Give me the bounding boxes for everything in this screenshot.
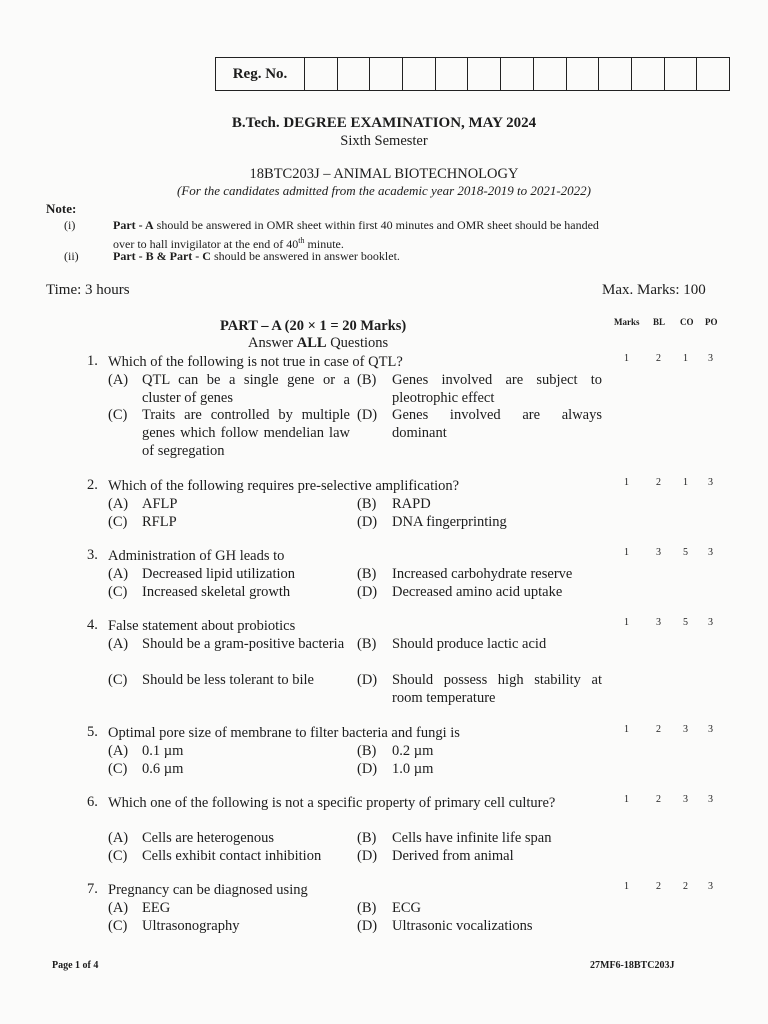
bl-value: 2: [656, 353, 661, 364]
marks-value: 1: [624, 547, 629, 558]
question-text: Pregnancy can be diagnosed using: [108, 882, 308, 898]
option-text: RAPD: [392, 496, 431, 512]
bl-value: 2: [656, 794, 661, 805]
option-text: Derived from animal: [392, 848, 514, 864]
bl-value: 3: [656, 617, 661, 628]
co-value: 5: [683, 547, 688, 558]
option-label: (B): [357, 900, 377, 916]
option-label: (B): [357, 636, 377, 652]
question-text: Which of the following requires pre-selective amplification?: [108, 478, 460, 494]
option-label: (C): [108, 848, 128, 864]
instr-pre: Answer: [248, 335, 297, 351]
note-num-2: (ii): [64, 249, 79, 263]
option-label: (C): [108, 918, 128, 934]
option-text: 0.2 µm: [392, 743, 434, 759]
option-label: (C): [108, 407, 128, 423]
semester: Sixth Semester: [340, 133, 428, 149]
candidates-note: (For the candidates admitted from the academic year 2018-2019 to 2021-2022): [177, 183, 591, 198]
option-text: Increased carbohydrate reserve: [392, 566, 573, 582]
option-label: (B): [357, 830, 377, 846]
reg-cell: [599, 58, 632, 90]
option-text: Decreased amino acid uptake: [392, 584, 563, 600]
reg-cell: [436, 58, 469, 90]
question-number: 2.: [87, 477, 98, 493]
note-item-2: [113, 249, 400, 264]
option-text: RFLP: [142, 514, 177, 530]
col-bl: BL: [653, 317, 666, 327]
max-marks-label: Max. Marks: 100: [602, 282, 706, 298]
question-text: Administration of GH leads to: [108, 548, 285, 564]
note-title: Note:: [46, 201, 77, 216]
option-text: Decreased lipid utilization: [142, 566, 296, 582]
note-text-1c: minute.: [304, 237, 344, 251]
option-label: (A): [108, 496, 129, 512]
reg-cell: [534, 58, 567, 90]
reg-cell: [567, 58, 600, 90]
po-value: 3: [708, 794, 713, 805]
option-label: (A): [108, 743, 129, 759]
po-value: 3: [708, 477, 713, 488]
po-value: 3: [708, 881, 713, 892]
bl-value: 2: [656, 881, 661, 892]
reg-no-label: Reg. No.: [216, 58, 305, 90]
option-text: Ultrasonography: [142, 918, 240, 934]
po-value: 3: [708, 353, 713, 364]
option-text: Increased skeletal growth: [142, 584, 291, 600]
col-co: CO: [680, 317, 694, 327]
reg-no-box: [215, 57, 730, 91]
co-value: 3: [683, 794, 688, 805]
reg-cell: [403, 58, 436, 90]
question-text: Optimal pore size of membrane to filter bacteria and fungi is: [108, 725, 460, 741]
co-value: 5: [683, 617, 688, 628]
question-number: 7.: [87, 881, 98, 897]
note-lead-2: Part - B & Part - C: [113, 249, 211, 263]
po-value: 3: [708, 724, 713, 735]
option-text: ECG: [392, 900, 421, 916]
marks-value: 1: [624, 617, 629, 628]
note-text-1b: over to hall invigilator at the end of 40: [113, 237, 299, 251]
option-label: (D): [357, 918, 378, 934]
option-text: 1.0 µm: [392, 761, 434, 777]
option-text: EEG: [142, 900, 171, 916]
option-label: (A): [108, 372, 129, 388]
reg-cell: [370, 58, 403, 90]
option-label: (D): [357, 584, 378, 600]
option-text: Should be a gram-positive bacteria: [142, 636, 345, 652]
option-label: (A): [108, 636, 129, 652]
paper-code: 27MF6-18BTC203J: [590, 960, 675, 971]
note-text-1: should be answered in OMR sheet within first 40 minutes and OMR sheet should be handed: [153, 218, 599, 232]
exam-title: B.Tech. DEGREE EXAMINATION, MAY 2024: [231, 115, 537, 131]
reg-cell: [665, 58, 698, 90]
co-value: 3: [683, 724, 688, 735]
note-lead-1: Part - A: [113, 218, 154, 232]
reg-cell: [338, 58, 371, 90]
option-label: (B): [357, 566, 377, 582]
option-text: Cells have infinite life span: [392, 830, 552, 846]
option-label: (B): [357, 743, 377, 759]
option-text: Should produce lactic acid: [392, 636, 547, 652]
bl-value: 2: [656, 724, 661, 735]
marks-value: 1: [624, 881, 629, 892]
option-text: 0.1 µm: [142, 743, 184, 759]
reg-cell: [632, 58, 665, 90]
option-label: (D): [357, 407, 378, 423]
option-label: (C): [108, 672, 128, 688]
option-label: (D): [357, 514, 378, 530]
option-label: (A): [108, 830, 129, 846]
marks-value: 1: [624, 353, 629, 364]
option-text: Should possess high stability at room temperature: [392, 672, 602, 706]
question-text: False statement about probiotics: [108, 618, 296, 634]
note-num-1: (i): [64, 218, 76, 232]
option-label: (A): [108, 566, 129, 582]
option-text: AFLP: [142, 496, 178, 512]
question-text: Which of the following is not true in case of QTL?: [108, 354, 403, 370]
reg-cell: [501, 58, 534, 90]
option-text: Genes involved are always dominant: [392, 407, 602, 441]
note-item-1: [113, 218, 723, 252]
option-text: QTL can be a single gene or a cluster of genes: [142, 372, 350, 406]
option-label: (C): [108, 584, 128, 600]
option-text: Traits are controlled by multiple genes which follow mendelian law of segregation: [142, 407, 350, 459]
question-number: 5.: [87, 724, 98, 740]
bl-value: 3: [656, 547, 661, 558]
option-text: Cells are heterogenous: [142, 830, 275, 846]
question-text: Which one of the following is not a specific property of primary cell culture?: [108, 795, 556, 811]
co-value: 1: [683, 477, 688, 488]
option-label: (A): [108, 900, 129, 916]
instr-post: Questions: [326, 335, 389, 351]
option-text: Genes involved are subject to pleotrophic effect: [392, 372, 602, 406]
marks-value: 1: [624, 794, 629, 805]
question-number: 4.: [87, 617, 98, 633]
question-number: 1.: [87, 353, 98, 369]
question-number: 3.: [87, 547, 98, 563]
po-value: 3: [708, 547, 713, 558]
option-text: 0.6 µm: [142, 761, 184, 777]
page-number: Page 1 of 4: [52, 960, 99, 971]
reg-cell: [468, 58, 501, 90]
option-label: (B): [357, 372, 377, 388]
note-sup: th: [298, 236, 305, 245]
col-po: PO: [705, 317, 718, 327]
reg-cell: [697, 58, 729, 90]
co-value: 2: [683, 881, 688, 892]
part-instruction: [248, 335, 388, 352]
course-title: 18BTC203J – ANIMAL BIOTECHNOLOGY: [249, 166, 519, 182]
option-text: DNA fingerprinting: [392, 514, 507, 530]
option-label: (C): [108, 514, 128, 530]
option-text: Cells exhibit contact inhibition: [142, 848, 322, 864]
marks-value: 1: [624, 477, 629, 488]
option-label: (B): [357, 496, 377, 512]
part-title: PART – A (20 × 1 = 20 Marks): [220, 318, 407, 334]
option-label: (D): [357, 848, 378, 864]
option-label: (D): [357, 761, 378, 777]
note-text-2: should be answered in answer booklet.: [210, 249, 400, 263]
po-value: 3: [708, 617, 713, 628]
bl-value: 2: [656, 477, 661, 488]
option-text: Should be less tolerant to bile: [142, 672, 314, 688]
option-text: Ultrasonic vocalizations: [392, 918, 533, 934]
reg-cell: [305, 58, 338, 90]
instr-bold: ALL: [296, 335, 327, 351]
option-label: (D): [357, 672, 378, 688]
option-label: (C): [108, 761, 128, 777]
co-value: 1: [683, 353, 688, 364]
col-marks: Marks: [614, 317, 640, 327]
question-number: 6.: [87, 794, 98, 810]
marks-value: 1: [624, 724, 629, 735]
time-label: Time: 3 hours: [46, 282, 130, 298]
